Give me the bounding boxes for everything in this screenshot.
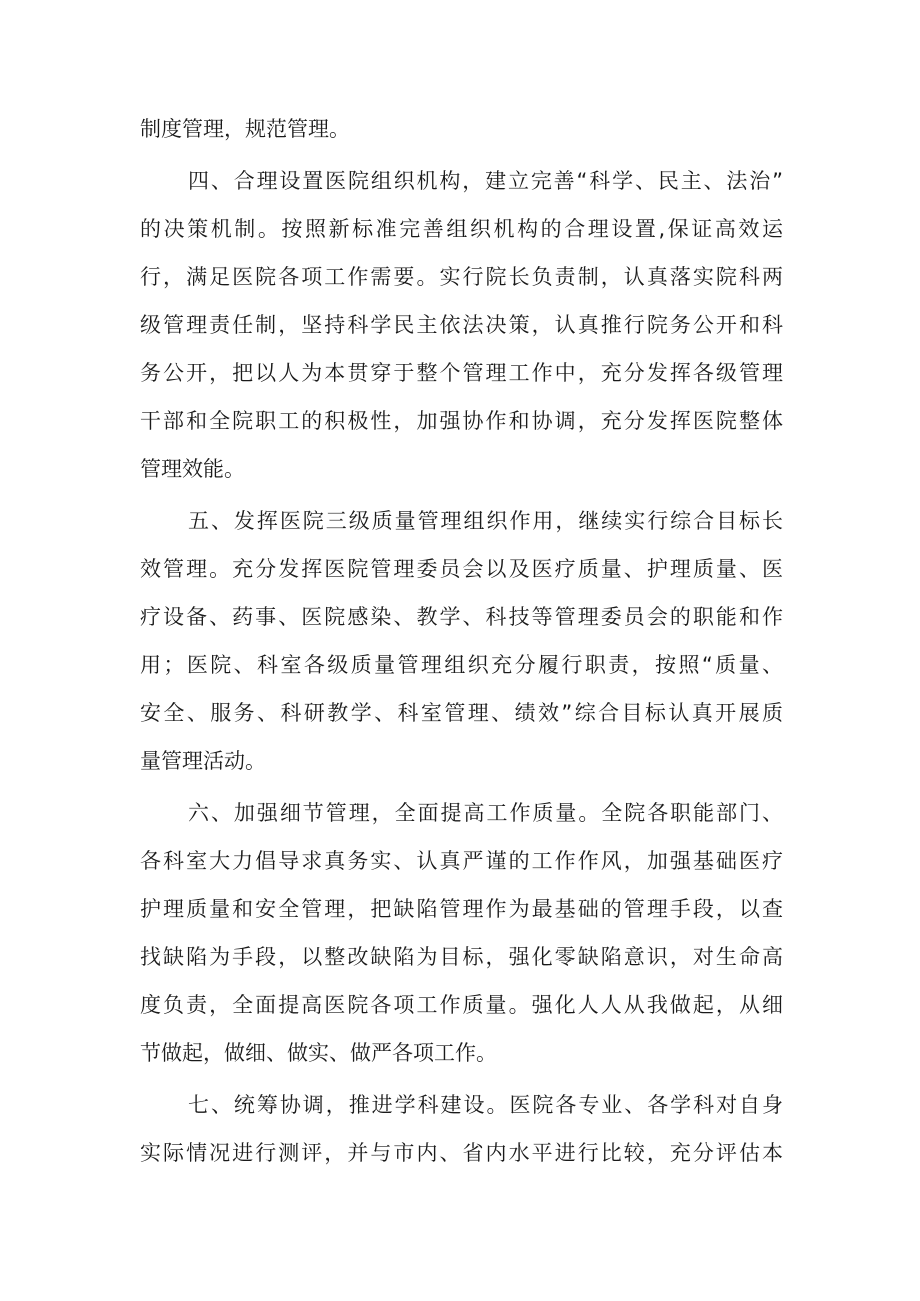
text-line-paragraph-start: 五、发挥医院三级质量管理组织作用，继续实行综合目标长 <box>188 509 783 533</box>
text-line: 行，满足医院各项工作需要。实行院长负责制，认真落实院科两 <box>140 265 783 289</box>
text-line: 量管理活动。 <box>140 749 266 773</box>
text-line: 干部和全院职工的积极性，加强协作和协调，充分发挥医院整体 <box>140 409 783 433</box>
text-line: 制度管理，规范管理。 <box>140 117 350 141</box>
text-line: 级管理责任制，坚持科学民主依法决策，认真推行院务公开和科 <box>140 313 783 337</box>
text-line: 节做起，做细、做实、做严各项工作。 <box>140 1041 497 1065</box>
text-line: 护理质量和安全管理，把缺陷管理作为最基础的管理手段，以查 <box>140 897 783 921</box>
text-line: 度负责，全面提高医院各项工作质量。强化人人从我做起，从细 <box>140 993 783 1017</box>
text-line: 的决策机制。按照新标准完善组织机构的合理设置,保证高效运 <box>140 217 783 241</box>
text-line: 管理效能。 <box>140 457 245 481</box>
text-line: 实际情况进行测评，并与市内、省内水平进行比较，充分评估本 <box>140 1141 783 1165</box>
text-line: 用；医院、科室各级质量管理组织充分履行职责，按照“质量、 <box>140 653 783 677</box>
text-line: 找缺陷为手段，以整改缺陷为目标，强化零缺陷意识，对生命高 <box>140 945 783 969</box>
text-line: 务公开，把以人为本贯穿于整个管理工作中，充分发挥各级管理 <box>140 361 783 385</box>
text-line-paragraph-start: 四、合理设置医院组织机构，建立完善“科学、民主、法治” <box>188 169 783 193</box>
text-line: 安全、服务、科研教学、科室管理、绩效”综合目标认真开展质 <box>140 701 783 725</box>
text-line-paragraph-start: 六、加强细节管理，全面提高工作质量。全院各职能部门、 <box>188 801 783 825</box>
text-line-paragraph-start: 七、统筹协调，推进学科建设。医院各专业、各学科对自身 <box>188 1093 783 1117</box>
text-line: 疗设备、药事、医院感染、教学、科技等管理委员会的职能和作 <box>140 605 783 629</box>
text-line: 各科室大力倡导求真务实、认真严谨的工作作风，加强基础医疗 <box>140 849 783 873</box>
text-line: 效管理。充分发挥医院管理委员会以及医疗质量、护理质量、医 <box>140 557 783 581</box>
